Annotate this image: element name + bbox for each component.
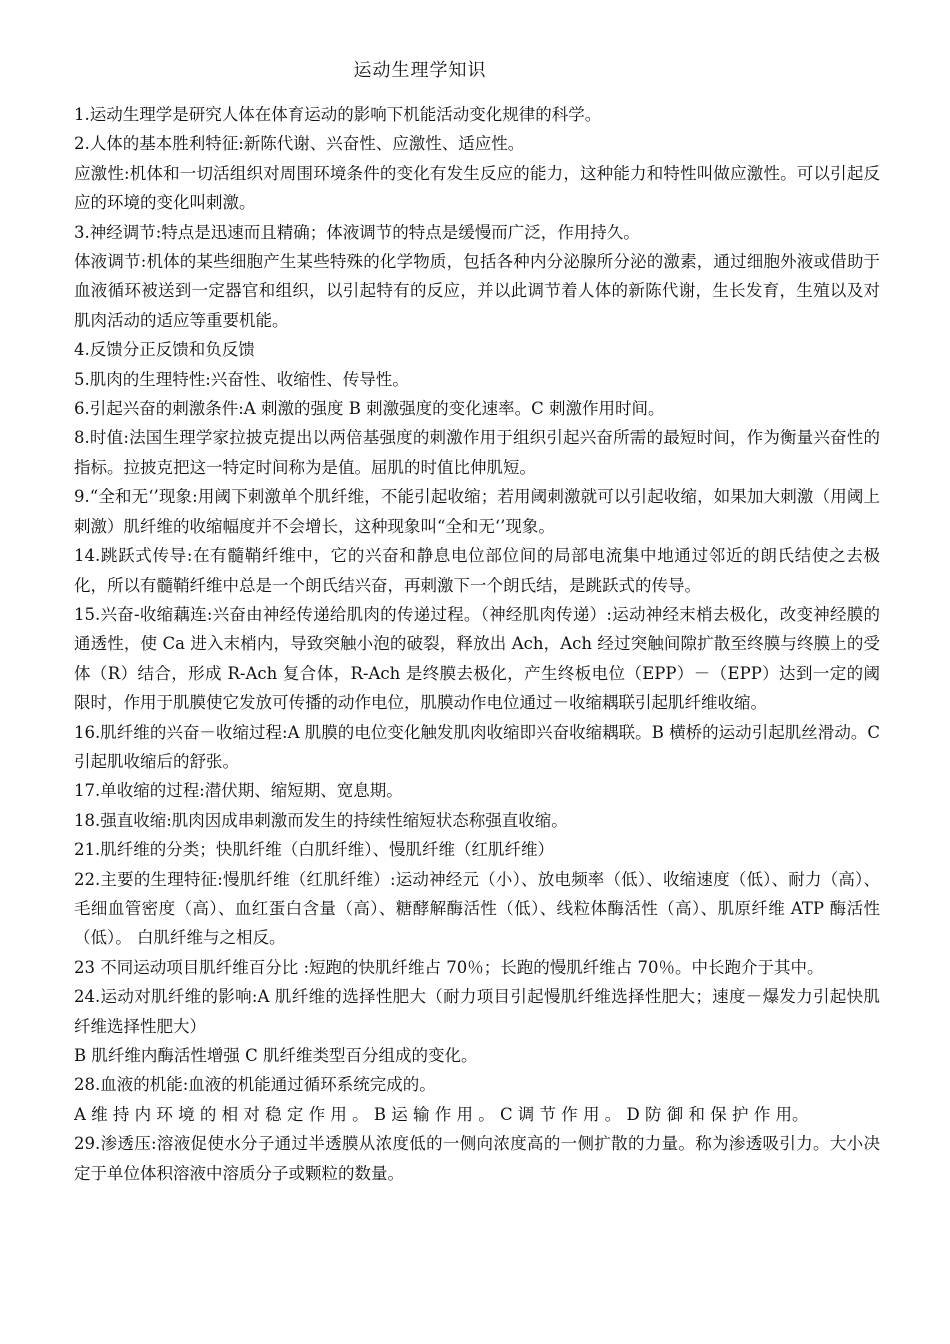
paragraph-17: 22.主要的生理特征:慢肌纤维（红肌纤维）:运动神经元（小）、放电频率（低）、收缩速度（低）、耐力（高）、毛细血管密度（高）、血红蛋白含量（高）、糖酵解酶活性（低）、线粒体酶活性（高）、肌原纤维 ATP 酶活性（低）。 白肌纤维与之相反。 — [74, 869, 880, 948]
paragraph-8: 6.引起兴奋的刺激条件:A 刺激的强度 B 刺激强度的变化速率。C 刺激作用时间。 — [74, 399, 665, 419]
paragraph-19: 24.运动对肌纤维的影响:A 肌纤维的选择性肥大（耐力项目引起慢肌纤维选择性肥大；速度－爆发力引起快肌纤维选择性肥大） — [74, 987, 880, 1036]
paragraph-22: A 维 持 内 环 境 的 相 对 稳 定 作 用 。 B 运 输 作 用 。 C 调 节 作 用 。 D 防 御 和 保 护 作 用。 — [74, 1104, 809, 1124]
paragraph-12: 15.兴奋-收缩藕连:兴奋由神经传递给肌肉的传递过程。（神经肌肉传递）:运动神经末梢去极化，改变神经膜的通透性，使 Ca 进入末梢内，导致突触小泡的破裂，释放出 Ach，Ach 经过突触间隙扩散至终膜与终膜上的受体（R）结合，形成 R-Ach 复合体，R-Ach 是终膜去极化，产生终板电位（EPP）－（EPP）达到一定的阈限时，作用于肌膜使它发放可传播的动作电位，肌膜动作电位通过－收缩耦联引起肌纤维收缩。 — [74, 604, 880, 713]
paragraph-4: 3.神经调节:特点是迅速而且精确；体液调节的特点是缓慢而广泛，作用持久。 — [74, 222, 640, 242]
paragraph-5: 体液调节:机体的某些细胞产生某些特殊的化学物质，包括各种内分泌腺所分泌的激素，通过细胞外液或借助于血液循环被送到一定器官和组织，以引起特有的反应，并以此调节着人体的新陈代谢，生长发育，生殖以及对肌肉活动的适应等重要机能。 — [74, 252, 880, 330]
paragraph-9: 8.时值:法国生理学家拉披克提出以两倍基强度的刺激作用于组织引起兴奋所需的最短时间，作为衡量兴奋性的指标。拉披克把这一特定时间称为是值。屈肌的时值比伸肌短。 — [74, 428, 880, 477]
paragraph-23: 29.渗透压:溶液促使水分子通过半透膜从浓度低的一侧向浓度高的一侧扩散的力量。称为渗透吸引力。大小决定于单位体积溶液中溶质分子或颗粒的数量。 — [74, 1134, 880, 1183]
paragraph-2: 2.人体的基本胜利特征:新陈代谢、兴奋性、应激性、适应性。 — [74, 134, 525, 154]
paragraph-1: 1.运动生理学是研究人体在体育运动的影响下机能活动变化规律的科学。 — [74, 105, 602, 124]
paragraph-13: 16.肌纤维的兴奋－收缩过程:A 肌膜的电位变化触发肌肉收缩即兴奋收缩耦联。B 横桥的运动引起肌丝滑动。C 引起肌收缩后的舒张。 — [74, 722, 880, 771]
paragraph-20: B 肌纤维内酶活性增强 C 肌纤维类型百分组成的变化。 — [74, 1046, 478, 1065]
paragraph-11: 14.跳跃式传导:在有髓鞘纤维中，它的兴奋和静息电位部位间的局部电流集中地通过邻近的朗氏结使之去极化，所以有髓鞘纤维中总是一个朗氏结兴奋，再刺激下一个朗氏结，是跳跃式的传导。 — [74, 546, 880, 595]
paragraph-3: 应激性:机体和一切活组织对周围环境条件的变化有发生反应的能力，这种能力和特性叫做应激性。可以引起反应的环境的变化叫刺激。 — [74, 163, 880, 213]
paragraph-15: 18.强直收缩:肌肉因成串刺激而发生的持续性缩短状态称强直收缩。 — [74, 810, 568, 830]
document-body — [74, 100, 880, 1188]
paragraph-7: 5.肌肉的生理特性:兴奋性、收缩性、传导性。 — [74, 369, 409, 389]
paragraph-18: 23 不同运动项目肌纤维百分比 :短跑的快肌纤维占 70％；长跑的慢肌纤维占 70％。中长跑介于其中。 — [74, 957, 824, 977]
paragraph-10: 9.“全和无‘’现象:用阈下刺激单个肌纤维，不能引起收缩；若用阈刺激就可以引起收缩，如果加大刺激（用阈上刺激）肌纤维的收缩幅度并不会增长，这种现象叫“全和无‘’现象。 — [74, 487, 880, 536]
document-title: 运动生理学知识 — [353, 60, 487, 81]
paragraph-21: 28.血液的机能:血液的机能通过循环系统完成的。 — [74, 1075, 436, 1095]
paragraph-14: 17.单收缩的过程:潜伏期、缩短期、宽息期。 — [74, 781, 403, 801]
paragraph-16: 21.肌纤维的分类；快肌纤维（白肌纤维）、慢肌纤维（红肌纤维） — [74, 840, 554, 860]
paragraph-6: 4.反馈分正反馈和负反馈 — [74, 340, 255, 360]
